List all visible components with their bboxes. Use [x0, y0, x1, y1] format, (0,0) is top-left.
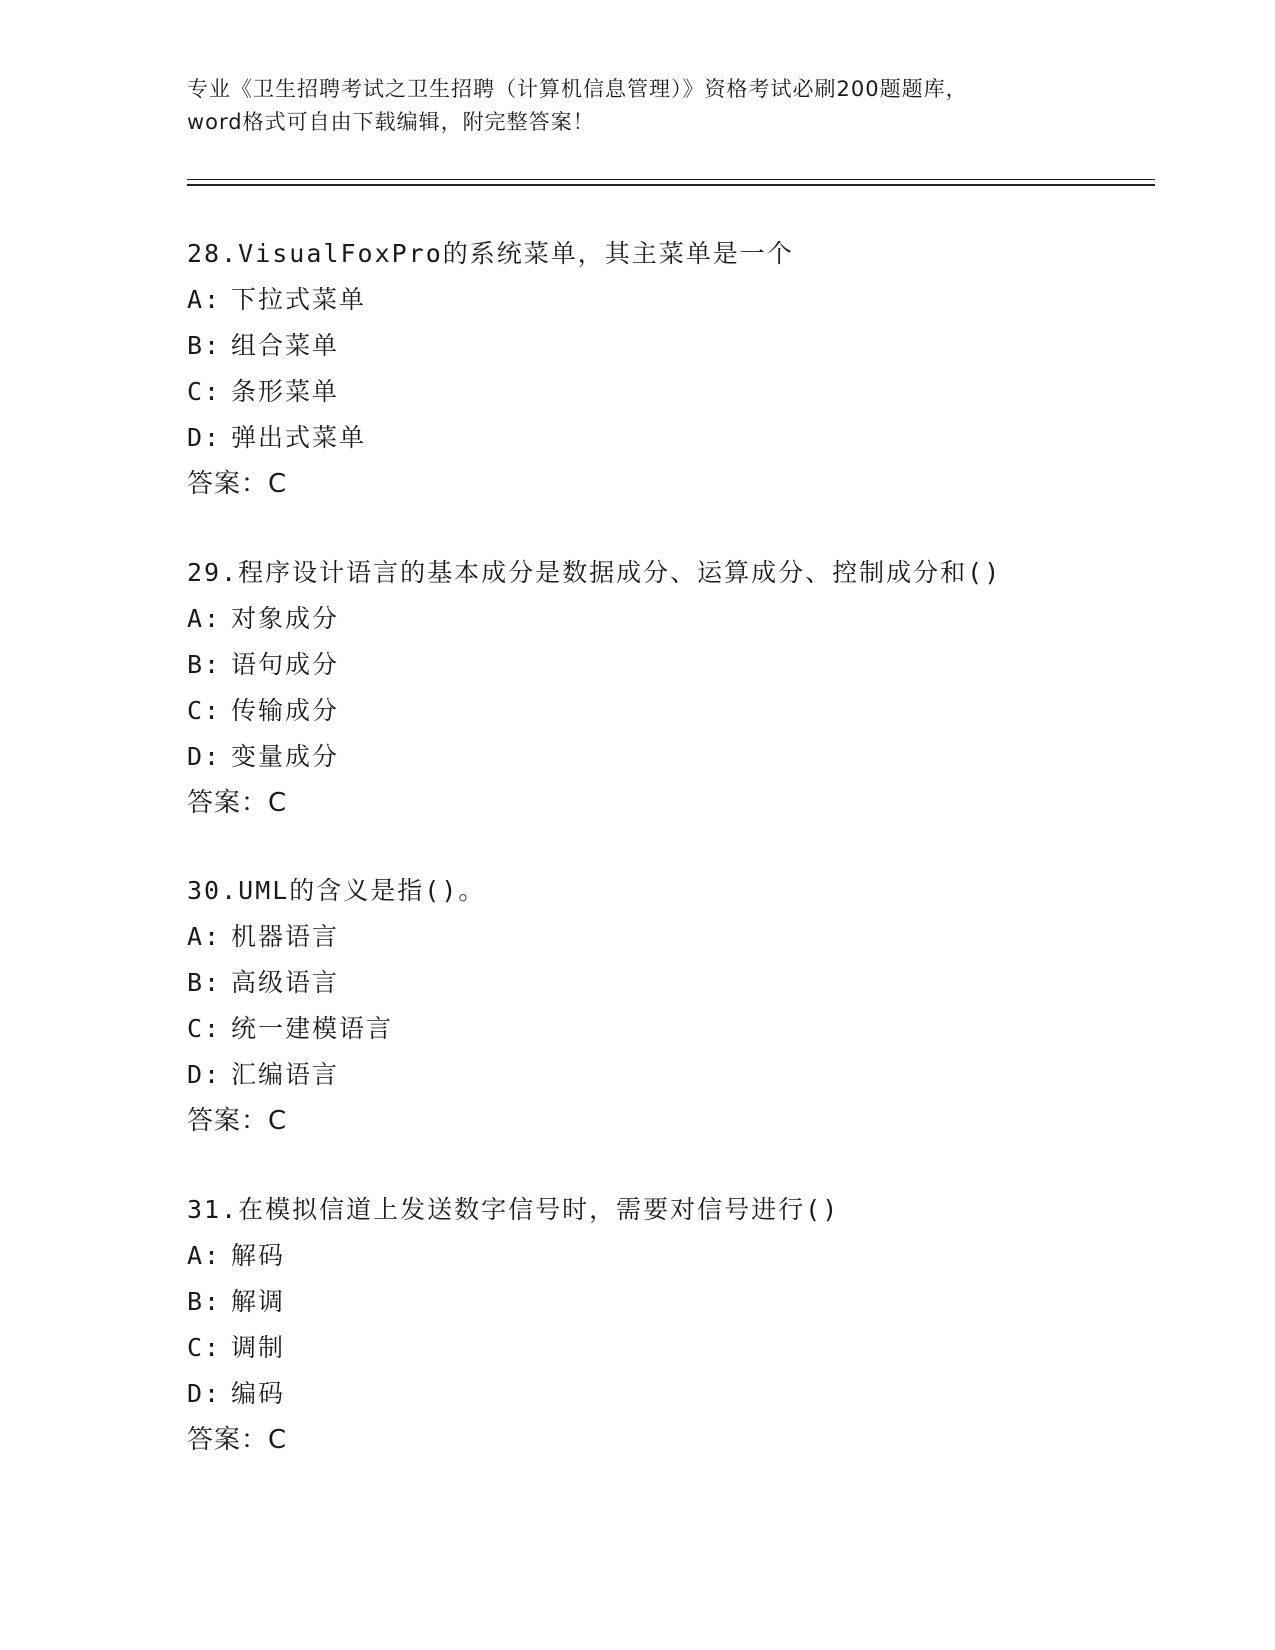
question-title: 30.UML的含义是指()。 — [187, 876, 486, 905]
option-text: 解码 — [231, 1241, 286, 1270]
option-a — [187, 1233, 1187, 1279]
option-letter: B: — [187, 968, 222, 997]
option-letter: B: — [187, 331, 222, 360]
option-letter: D: — [187, 423, 222, 452]
question-title: 28.VisualFoxPro的系统菜单，其主菜单是一个 — [187, 239, 794, 268]
option-text: 弹出式菜单 — [231, 423, 367, 452]
option-text: 编码 — [231, 1379, 286, 1408]
option-b — [187, 642, 1187, 688]
option-b — [187, 323, 1187, 369]
option-d — [187, 415, 1187, 461]
option-letter: A: — [187, 1241, 222, 1270]
option-letter: B: — [187, 650, 222, 679]
option-letter: D: — [187, 1060, 222, 1089]
option-a — [187, 277, 1187, 323]
option-letter: A: — [187, 604, 222, 633]
option-a — [187, 596, 1187, 642]
answer: 答案：C — [187, 469, 288, 499]
header-line-2: word格式可自由下载编辑，附完整答案！ — [187, 110, 595, 134]
option-letter: C: — [187, 696, 222, 725]
answer: 答案：C — [187, 788, 288, 818]
answer: 答案：C — [187, 1425, 288, 1455]
option-letter: B: — [187, 1287, 222, 1316]
option-c — [187, 1325, 1187, 1371]
option-text: 下拉式菜单 — [231, 285, 367, 314]
option-text: 条形菜单 — [231, 377, 340, 406]
option-text: 解调 — [231, 1287, 286, 1316]
question-title: 29.程序设计语言的基本成分是数据成分、运算成分、控制成分和() — [187, 558, 1002, 587]
option-c — [187, 688, 1187, 734]
option-c — [187, 369, 1187, 415]
question-30 — [187, 868, 1187, 1144]
question-title: 31.在模拟信道上发送数字信号时，需要对信号进行() — [187, 1195, 840, 1224]
question-28 — [187, 231, 1187, 507]
option-d — [187, 1052, 1187, 1098]
question-31 — [187, 1187, 1187, 1463]
document-header — [187, 73, 1087, 139]
option-text: 语句成分 — [231, 650, 340, 679]
answer: 答案：C — [187, 1106, 288, 1136]
option-c — [187, 1006, 1187, 1052]
option-a — [187, 914, 1187, 960]
option-text: 高级语言 — [231, 968, 340, 997]
option-letter: D: — [187, 742, 222, 771]
option-letter: C: — [187, 1014, 222, 1043]
option-text: 调制 — [231, 1333, 286, 1362]
option-b — [187, 960, 1187, 1006]
option-text: 统一建模语言 — [231, 1014, 394, 1043]
question-29 — [187, 550, 1187, 826]
option-b — [187, 1279, 1187, 1325]
option-letter: C: — [187, 377, 222, 406]
option-d — [187, 734, 1187, 780]
option-text: 对象成分 — [231, 604, 340, 633]
option-letter: A: — [187, 285, 222, 314]
option-letter: D: — [187, 1379, 222, 1408]
option-text: 传输成分 — [231, 696, 340, 725]
option-letter: C: — [187, 1333, 222, 1362]
option-text: 组合菜单 — [231, 331, 340, 360]
header-divider-top — [187, 179, 1155, 180]
option-letter: A: — [187, 922, 222, 951]
option-text: 汇编语言 — [231, 1060, 340, 1089]
header-divider-bottom — [187, 184, 1155, 186]
option-text: 变量成分 — [231, 742, 340, 771]
header-line-1: 专业《卫生招聘考试之卫生招聘（计算机信息管理）》资格考试必刷200题题库， — [187, 77, 968, 101]
option-text: 机器语言 — [231, 922, 340, 951]
option-d — [187, 1371, 1187, 1417]
